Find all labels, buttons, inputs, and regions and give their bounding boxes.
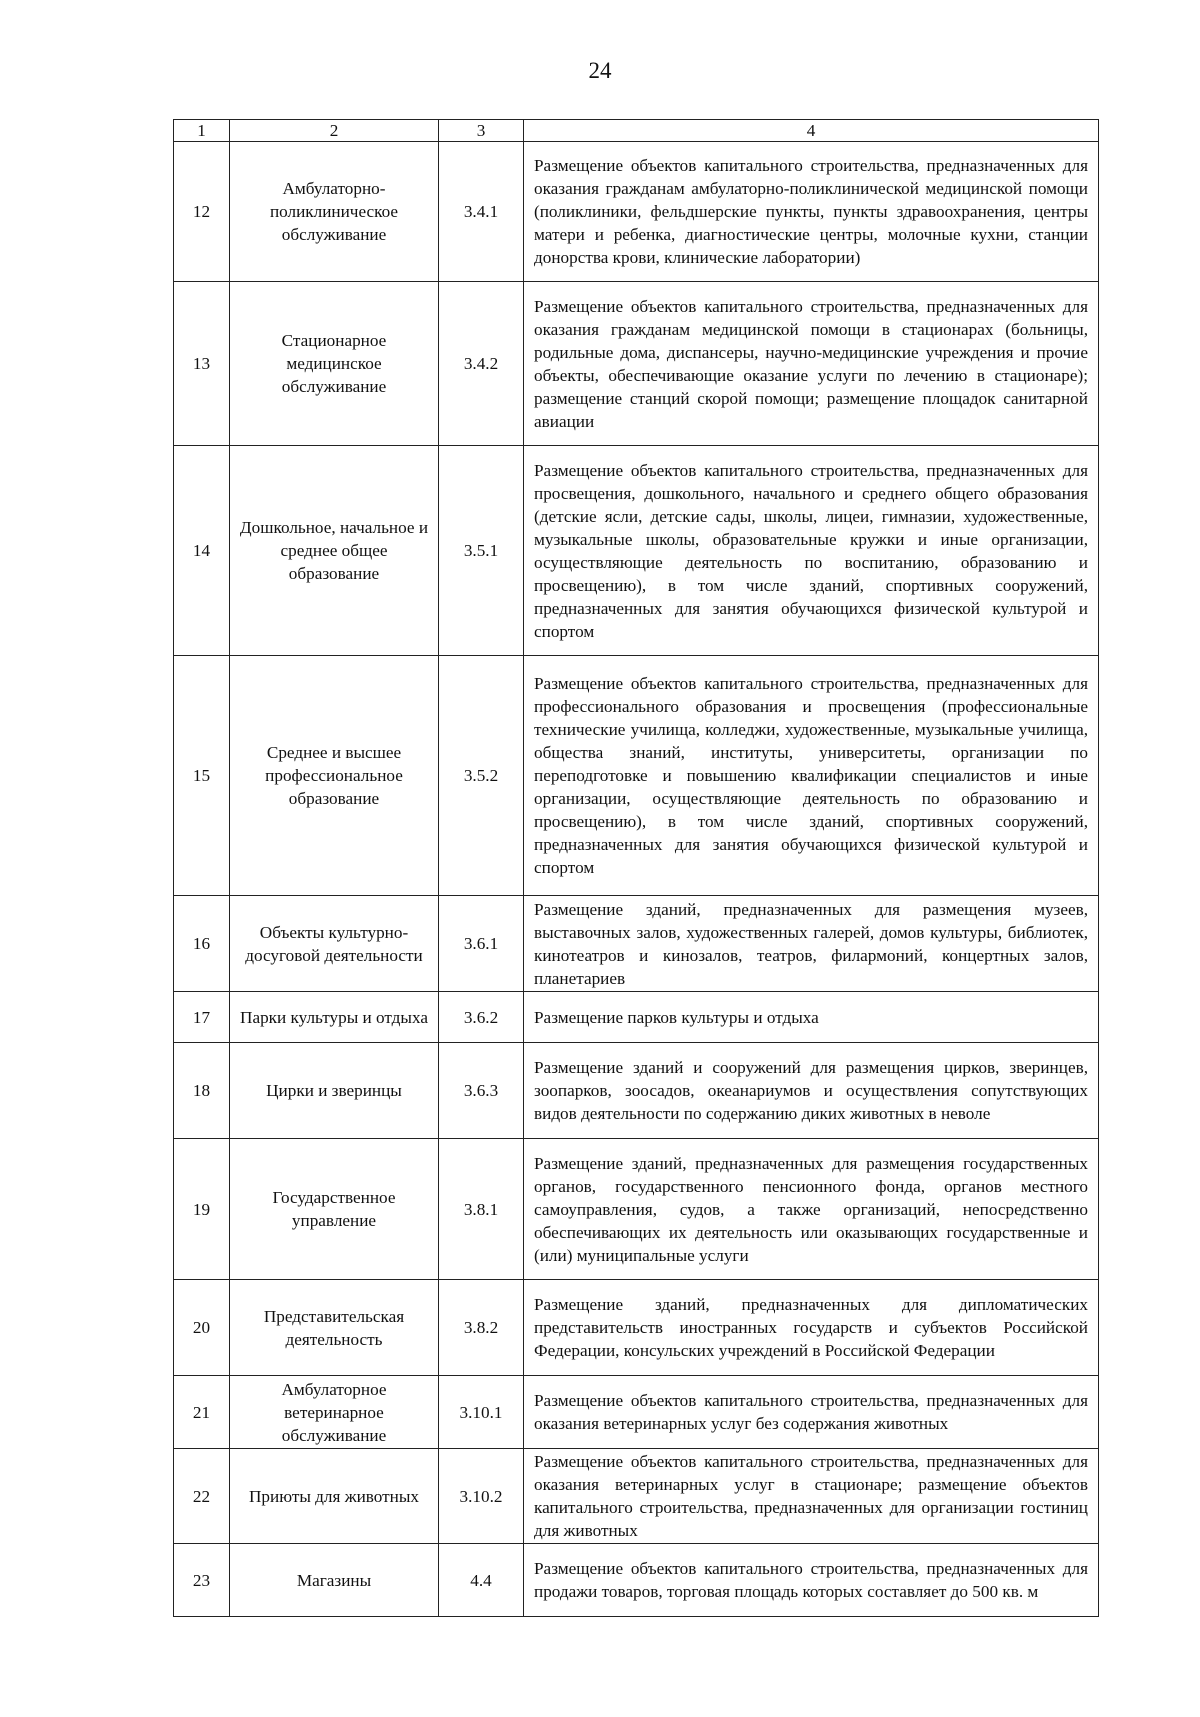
- column-number-1: 1: [174, 120, 230, 142]
- table-row: [174, 992, 1099, 1043]
- land-use-name: Приюты для животных: [230, 1449, 439, 1544]
- land-use-code: 3.6.3: [439, 1043, 524, 1139]
- row-number: 18: [174, 1043, 230, 1139]
- land-use-description: Размещение зданий и сооружений для размещения цирков, зверинцев, зоопарков, зоосадов, океанариумов и осуществления сопутствующих видов деятельности по содержанию диких животных в неволе: [524, 1043, 1099, 1139]
- land-use-code: 4.4: [439, 1544, 524, 1617]
- table-row: [174, 1280, 1099, 1376]
- table-row: [174, 1449, 1099, 1544]
- land-use-name: Магазины: [230, 1544, 439, 1617]
- column-number-2: 2: [230, 120, 439, 142]
- land-use-name: Стационарное медицинское обслуживание: [230, 282, 439, 446]
- land-use-code: 3.10.1: [439, 1376, 524, 1449]
- row-number: 19: [174, 1139, 230, 1280]
- land-use-code: 3.4.2: [439, 282, 524, 446]
- land-use-code: 3.6.2: [439, 992, 524, 1043]
- table-row: [174, 1139, 1099, 1280]
- land-use-name: Среднее и высшее профессиональное образование: [230, 656, 439, 896]
- table-row: [174, 896, 1099, 992]
- table-row: [174, 1544, 1099, 1617]
- land-use-description: Размещение объектов капитального строительства, предназначенных для профессионального образования и просвещения (профессиональные технические училища, колледжи, художественные, музыкальные училища, общества знаний, институты, университеты, организации по переподготовке и повышению квалификации специалистов и иные организации, осуществляющие деятельность по образованию и просвещению), в том числе зданий, спортивных сооружений, предназначенных для занятия обучающихся физической культурой и спортом: [524, 656, 1099, 896]
- land-use-code: 3.10.2: [439, 1449, 524, 1544]
- land-use-name: Парки культуры и отдыха: [230, 992, 439, 1043]
- land-use-description: Размещение объектов капитального строительства, предназначенных для продажи товаров, торговая площадь которых составляет до 500 кв. м: [524, 1544, 1099, 1617]
- land-use-code: 3.4.1: [439, 142, 524, 282]
- land-use-description: Размещение объектов капитального строительства, предназначенных для оказания ветеринарных услуг в стационаре; размещение объектов капитального строительства, предназначенных для организации гостиниц для животных: [524, 1449, 1099, 1544]
- table-row: [174, 446, 1099, 656]
- land-use-name: Дошкольное, начальное и среднее общее образование: [230, 446, 439, 656]
- land-use-name: Амбулаторно-поликлиническое обслуживание: [230, 142, 439, 282]
- row-number: 23: [174, 1544, 230, 1617]
- table-row: [174, 1376, 1099, 1449]
- row-number: 12: [174, 142, 230, 282]
- land-use-description: Размещение объектов капитального строительства, предназначенных для просвещения, дошкольного, начального и среднего общего образования (детские ясли, детские сады, школы, лицеи, гимназии, художественные, музыкальные школы, образовательные кружки и иные организации, осуществляющие деятельность по воспитанию, образованию и просвещению), в том числе зданий, спортивных сооружений, предназначенных для занятия обучающихся физической культурой и спортом: [524, 446, 1099, 656]
- land-use-description: Размещение объектов капитального строительства, предназначенных для оказания гражданам медицинской помощи в стационарах (больницы, родильные дома, диспансеры, научно-медицинские учреждения и прочие объекты, обеспечивающие оказание услуги по лечению в стационаре); размещение станций скорой помощи; размещение площадок санитарной авиации: [524, 282, 1099, 446]
- table-header-row: [174, 120, 1099, 142]
- column-number-3: 3: [439, 120, 524, 142]
- land-use-description: Размещение объектов капитального строительства, предназначенных для оказания ветеринарных услуг без содержания животных: [524, 1376, 1099, 1449]
- land-use-code: 3.5.1: [439, 446, 524, 656]
- row-number: 21: [174, 1376, 230, 1449]
- table-row: [174, 1043, 1099, 1139]
- land-use-code: 3.8.2: [439, 1280, 524, 1376]
- row-number: 13: [174, 282, 230, 446]
- land-use-description: Размещение зданий, предназначенных для размещения государственных органов, государственного пенсионного фонда, органов местного самоуправления, судов, а также организаций, непосредственно обеспечивающих их деятельность или оказывающих государственные и (или) муниципальные услуги: [524, 1139, 1099, 1280]
- row-number: 22: [174, 1449, 230, 1544]
- land-use-name: Представительская деятельность: [230, 1280, 439, 1376]
- table-row: [174, 656, 1099, 896]
- row-number: 17: [174, 992, 230, 1043]
- table-row: [174, 142, 1099, 282]
- land-use-name: Объекты культурно-досуговой деятельности: [230, 896, 439, 992]
- column-number-4: 4: [524, 120, 1099, 142]
- page-number: 24: [588, 58, 612, 83]
- row-number: 20: [174, 1280, 230, 1376]
- land-use-table: [173, 119, 1099, 1617]
- land-use-code: 3.8.1: [439, 1139, 524, 1280]
- table-row: [174, 282, 1099, 446]
- land-use-name: Государственное управление: [230, 1139, 439, 1280]
- land-use-name: Амбулаторное ветеринарное обслуживание: [230, 1376, 439, 1449]
- land-use-name: Цирки и зверинцы: [230, 1043, 439, 1139]
- row-number: 14: [174, 446, 230, 656]
- land-use-description: Размещение зданий, предназначенных для размещения музеев, выставочных залов, художественных галерей, домов культуры, библиотек, кинотеатров и кинозалов, театров, филармоний, концертных залов, планетариев: [524, 896, 1099, 992]
- land-use-description: Размещение объектов капитального строительства, предназначенных для оказания гражданам амбулаторно-поликлинической медицинской помощи (поликлиники, фельдшерские пункты, пункты здравоохранения, центры матери и ребенка, диагностические центры, молочные кухни, станции донорства крови, клинические лаборатории): [524, 142, 1099, 282]
- row-number: 15: [174, 656, 230, 896]
- land-use-description: Размещение зданий, предназначенных для дипломатических представительств иностранных государств и субъектов Российской Федерации, консульских учреждений в Российской Федерации: [524, 1280, 1099, 1376]
- row-number: 16: [174, 896, 230, 992]
- land-use-code: 3.6.1: [439, 896, 524, 992]
- land-use-description: Размещение парков культуры и отдыха: [524, 992, 1099, 1043]
- land-use-code: 3.5.2: [439, 656, 524, 896]
